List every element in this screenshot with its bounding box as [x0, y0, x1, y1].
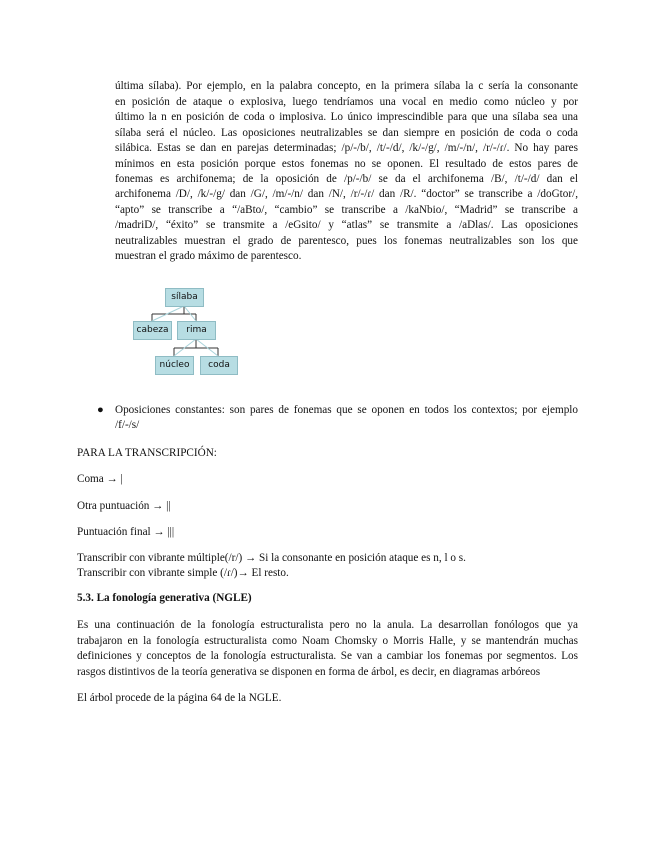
text-line: Es una continuación de la fonología estructuralista pero no la anula. La desarrollan fonólogos que ya	[77, 619, 578, 631]
transcription-heading: PARA LA TRANSCRIPCIÓN:	[77, 447, 217, 459]
rule-vibrante-simple: Transcribir con vibrante simple (/ɾ/)→ El resto.	[77, 567, 289, 579]
text-line: archifonema /D/, /k/-/g/ dan /G/, /m/-/n/ dan /N/, /r/-/ɾ/ dan /R/. “doctor” se transcribe a /doGtor/,	[115, 188, 578, 200]
text-line: Oposiciones constantes: son pares de fonemas que se oponen en todos los contextos; por ejemplo	[115, 404, 578, 416]
text-line: definiciones y conceptos de la fonología estructuralista. Se van a cambiar los fonemas por segmentos. Los	[77, 650, 578, 662]
tree-node-rima: rima	[177, 321, 216, 340]
tree-node-nucleo: núcleo	[155, 356, 194, 375]
text-line: /madriD/, “éxito” se transmite a /eGsito/ y “atlas” se transmite a /aDlas/. Las oposiciones	[115, 219, 578, 231]
tree-node-silaba: sílaba	[165, 288, 204, 307]
section-heading: 5.3. La fonología generativa (NGLE)	[77, 592, 252, 604]
text-line: rasgos distintivos de la teoría generativa se disponen en forma de árbol, es decir, en diagramas arbóreos	[77, 666, 541, 678]
text-line: “apto” se transcribe a “/aBto/, “cambio” se transcribe a /kaNbio/, “Madrid” se transcribe a	[115, 204, 578, 216]
text-line: mínimos en esta posición porque estos fonemas no se oponen. El resultado de estos pares de	[115, 158, 578, 170]
text-line: silábica. Estas se dan en parejas determinadas; /p/-/b/, /t/-/d/, /k/-/g/, /m/-/n/, /r/-/ɾ/. No hay pares	[115, 142, 578, 154]
text-line: sílaba será el núcleo. Las oposiciones neutralizables se dan siempre en posición de coda o coda	[115, 127, 578, 139]
bullet-icon: ●	[97, 404, 104, 416]
text-line: último la n en posición de coda o implosiva. Lo único imprescindible para que una sílaba sea una	[115, 111, 578, 123]
tree-node-coda: coda	[200, 356, 238, 375]
text-line: fonemas es archifonema; de la oposición de /p/-/b/ se da el archifonema /B/, /t/-/d/ dan el	[115, 173, 578, 185]
rule-vibrante-multiple: Transcribir con vibrante múltiple(/r/) → Si la consonante en posición ataque es n, l o s.	[77, 552, 466, 564]
rule-puntuacion-final: Puntuación final → |||	[77, 526, 175, 538]
text-line: en posición de ataque o explosiva, luego tendríamos una vocal en medio como núcleo y por	[115, 96, 578, 108]
rule-coma: Coma → |	[77, 473, 123, 485]
source-note: El árbol procede de la página 64 de la NGLE.	[77, 692, 282, 704]
text-line: última sílaba). Por ejemplo, en la palabra concepto, en la primera sílaba la c sería la consonante	[115, 80, 578, 92]
text-line: muestran el grado máximo de parentesco.	[115, 250, 302, 262]
text-line: /f/-/s/	[115, 419, 140, 431]
tree-connectors	[0, 0, 655, 400]
text-line: neutralizables muestran el grado de parentesco, pues los fonemas neutralizables son los que	[115, 235, 578, 247]
tree-node-cabeza: cabeza	[133, 321, 172, 340]
text-line: trabajaron en la fonología estructuralista como Noam Chomsky o Morris Halle, y se mantendrán muchas	[77, 635, 578, 647]
rule-otra-puntuacion: Otra puntuación → ||	[77, 500, 171, 512]
